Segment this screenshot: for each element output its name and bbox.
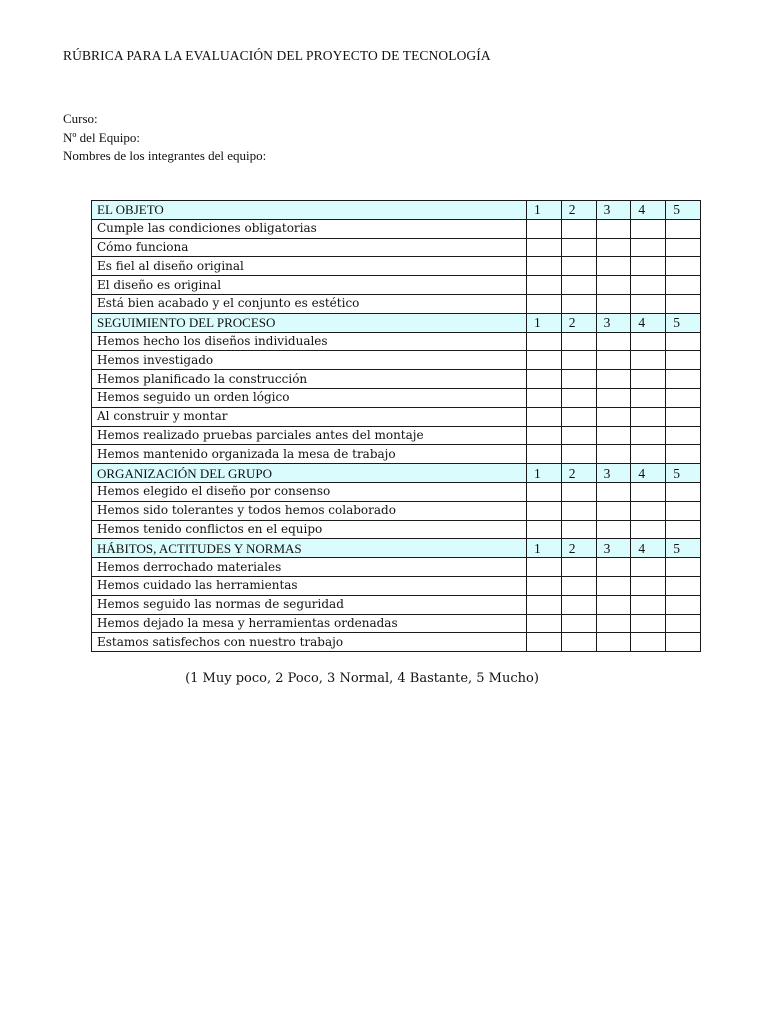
score-cell-1 [527, 407, 562, 426]
score-cell-3 [596, 482, 631, 501]
score-cell-2 [561, 482, 596, 501]
score-cell-1 [527, 332, 562, 351]
score-header-1: 1 [527, 539, 562, 558]
score-cell-4 [631, 219, 666, 238]
score-cell-5 [666, 558, 701, 577]
score-cell-5 [666, 351, 701, 370]
team-info [63, 110, 266, 166]
score-cell-4 [631, 633, 666, 652]
score-cell-3 [596, 501, 631, 520]
score-cell-5 [666, 407, 701, 426]
score-cell-5 [666, 501, 701, 520]
criterion-row [92, 520, 701, 539]
section-heading: SEGUIMIENTO DEL PROCESO [92, 313, 527, 332]
score-cell-5 [666, 614, 701, 633]
score-header-3: 3 [596, 201, 631, 220]
score-cell-2 [561, 426, 596, 445]
score-cell-1 [527, 501, 562, 520]
score-cell-5 [666, 257, 701, 276]
score-cell-4 [631, 370, 666, 389]
score-header-3: 3 [596, 313, 631, 332]
section-heading: EL OBJETO [92, 201, 527, 220]
score-cell-3 [596, 257, 631, 276]
score-cell-2 [561, 407, 596, 426]
score-cell-5 [666, 370, 701, 389]
criterion-label: Hemos hecho los diseños individuales [92, 332, 527, 351]
score-cell-3 [596, 407, 631, 426]
criterion-row [92, 219, 701, 238]
criterion-label: El diseño es original [92, 276, 527, 295]
criterion-label: Cómo funciona [92, 238, 527, 257]
criterion-row [92, 370, 701, 389]
criterion-label: Hemos investigado [92, 351, 527, 370]
criterion-row [92, 445, 701, 464]
score-cell-3 [596, 294, 631, 313]
score-cell-4 [631, 276, 666, 295]
score-cell-3 [596, 614, 631, 633]
score-cell-4 [631, 332, 666, 351]
criterion-label: Hemos elegido el diseño por consenso [92, 482, 527, 501]
score-cell-2 [561, 558, 596, 577]
criterion-row [92, 595, 701, 614]
score-cell-2 [561, 351, 596, 370]
score-cell-1 [527, 388, 562, 407]
score-cell-2 [561, 370, 596, 389]
score-header-5: 5 [666, 539, 701, 558]
score-cell-4 [631, 426, 666, 445]
criterion-label: Hemos dejado la mesa y herramientas ordenadas [92, 614, 527, 633]
score-cell-1 [527, 558, 562, 577]
score-cell-1 [527, 595, 562, 614]
score-cell-3 [596, 388, 631, 407]
score-cell-1 [527, 482, 562, 501]
score-cell-3 [596, 332, 631, 351]
score-cell-4 [631, 351, 666, 370]
score-cell-3 [596, 576, 631, 595]
criterion-label: Hemos tenido conflictos en el equipo [92, 520, 527, 539]
score-header-1: 1 [527, 464, 562, 483]
score-cell-3 [596, 370, 631, 389]
score-header-5: 5 [666, 313, 701, 332]
score-cell-2 [561, 276, 596, 295]
rubric-table [91, 200, 701, 652]
criterion-row [92, 276, 701, 295]
score-cell-2 [561, 445, 596, 464]
score-cell-1 [527, 370, 562, 389]
criterion-row [92, 407, 701, 426]
score-cell-4 [631, 614, 666, 633]
score-cell-5 [666, 520, 701, 539]
score-cell-4 [631, 407, 666, 426]
score-header-4: 4 [631, 201, 666, 220]
score-header-4: 4 [631, 313, 666, 332]
score-cell-5 [666, 276, 701, 295]
score-header-4: 4 [631, 464, 666, 483]
score-cell-4 [631, 388, 666, 407]
score-cell-5 [666, 482, 701, 501]
score-cell-2 [561, 257, 596, 276]
section-header-row [92, 464, 701, 483]
score-header-2: 2 [561, 539, 596, 558]
score-cell-4 [631, 558, 666, 577]
score-header-4: 4 [631, 539, 666, 558]
criterion-label: Hemos seguido las normas de seguridad [92, 595, 527, 614]
criterion-row [92, 482, 701, 501]
score-cell-1 [527, 219, 562, 238]
score-cell-1 [527, 426, 562, 445]
score-cell-2 [561, 576, 596, 595]
criterion-label: Está bien acabado y el conjunto es estético [92, 294, 527, 313]
criterion-row [92, 633, 701, 652]
score-cell-4 [631, 595, 666, 614]
score-cell-4 [631, 482, 666, 501]
score-cell-3 [596, 276, 631, 295]
score-cell-2 [561, 595, 596, 614]
score-cell-1 [527, 520, 562, 539]
criterion-row [92, 332, 701, 351]
score-header-2: 2 [561, 201, 596, 220]
criterion-label: Es fiel al diseño original [92, 257, 527, 276]
score-cell-1 [527, 238, 562, 257]
criterion-label: Hemos mantenido organizada la mesa de trabajo [92, 445, 527, 464]
criterion-label: Hemos sido tolerantes y todos hemos colaborado [92, 501, 527, 520]
score-header-2: 2 [561, 464, 596, 483]
score-cell-5 [666, 576, 701, 595]
criterion-row [92, 576, 701, 595]
score-cell-1 [527, 614, 562, 633]
score-cell-2 [561, 388, 596, 407]
score-cell-2 [561, 219, 596, 238]
score-cell-2 [561, 520, 596, 539]
score-cell-1 [527, 445, 562, 464]
score-cell-1 [527, 633, 562, 652]
criterion-row [92, 257, 701, 276]
section-header-row [92, 539, 701, 558]
criterion-label: Cumple las condiciones obligatorias [92, 219, 527, 238]
score-cell-3 [596, 558, 631, 577]
criterion-row [92, 558, 701, 577]
score-cell-1 [527, 351, 562, 370]
score-cell-5 [666, 388, 701, 407]
score-cell-2 [561, 332, 596, 351]
criterion-label: Estamos satisfechos con nuestro trabajo [92, 633, 527, 652]
criterion-row [92, 388, 701, 407]
score-header-5: 5 [666, 464, 701, 483]
score-cell-5 [666, 219, 701, 238]
score-header-5: 5 [666, 201, 701, 220]
score-header-3: 3 [596, 539, 631, 558]
score-header-1: 1 [527, 313, 562, 332]
section-header-row [92, 201, 701, 220]
team-members-field-label: Nombres de los integrantes del equipo: [63, 148, 267, 163]
score-cell-4 [631, 576, 666, 595]
score-cell-1 [527, 576, 562, 595]
criterion-row [92, 238, 701, 257]
criterion-label: Hemos derrochado materiales [92, 558, 527, 577]
score-cell-5 [666, 332, 701, 351]
score-header-3: 3 [596, 464, 631, 483]
score-cell-3 [596, 351, 631, 370]
score-cell-1 [527, 257, 562, 276]
criterion-row [92, 294, 701, 313]
score-cell-2 [561, 633, 596, 652]
section-header-row [92, 313, 701, 332]
score-cell-5 [666, 595, 701, 614]
score-cell-4 [631, 501, 666, 520]
score-cell-3 [596, 520, 631, 539]
score-cell-1 [527, 276, 562, 295]
score-cell-2 [561, 238, 596, 257]
criterion-label: Hemos seguido un orden lógico [92, 388, 527, 407]
score-cell-5 [666, 294, 701, 313]
criterion-row [92, 614, 701, 633]
score-legend: (1 Muy poco, 2 Poco, 3 Normal, 4 Bastante, 5 Mucho) [185, 671, 539, 686]
criterion-label: Hemos cuidado las herramientas [92, 576, 527, 595]
score-cell-2 [561, 614, 596, 633]
score-cell-1 [527, 294, 562, 313]
score-cell-3 [596, 219, 631, 238]
score-header-1: 1 [527, 201, 562, 220]
score-cell-3 [596, 633, 631, 652]
score-cell-4 [631, 294, 666, 313]
section-heading: HÁBITOS, ACTITUDES Y NORMAS [92, 539, 527, 558]
score-cell-5 [666, 633, 701, 652]
score-cell-3 [596, 426, 631, 445]
criterion-row [92, 501, 701, 520]
score-cell-3 [596, 595, 631, 614]
score-cell-4 [631, 520, 666, 539]
score-cell-5 [666, 445, 701, 464]
document-title: RÚBRICA PARA LA EVALUACIÓN DEL PROYECTO DE TECNOLOGÍA [63, 48, 491, 63]
score-header-2: 2 [561, 313, 596, 332]
score-cell-5 [666, 426, 701, 445]
score-cell-2 [561, 501, 596, 520]
score-cell-2 [561, 294, 596, 313]
team-number-field-label: Nº del Equipo: [63, 129, 140, 145]
score-cell-5 [666, 238, 701, 257]
score-cell-4 [631, 257, 666, 276]
section-heading: ORGANIZACIÓN DEL GRUPO [92, 464, 527, 483]
criterion-row [92, 426, 701, 445]
criterion-label: Al construir y montar [92, 407, 527, 426]
criterion-label: Hemos realizado pruebas parciales antes del montaje [92, 426, 527, 445]
course-field-label: Curso: [63, 111, 98, 126]
criterion-label: Hemos planificado la construcción [92, 370, 527, 389]
score-cell-3 [596, 238, 631, 257]
score-cell-3 [596, 445, 631, 464]
score-cell-4 [631, 238, 666, 257]
score-cell-4 [631, 445, 666, 464]
criterion-row [92, 351, 701, 370]
